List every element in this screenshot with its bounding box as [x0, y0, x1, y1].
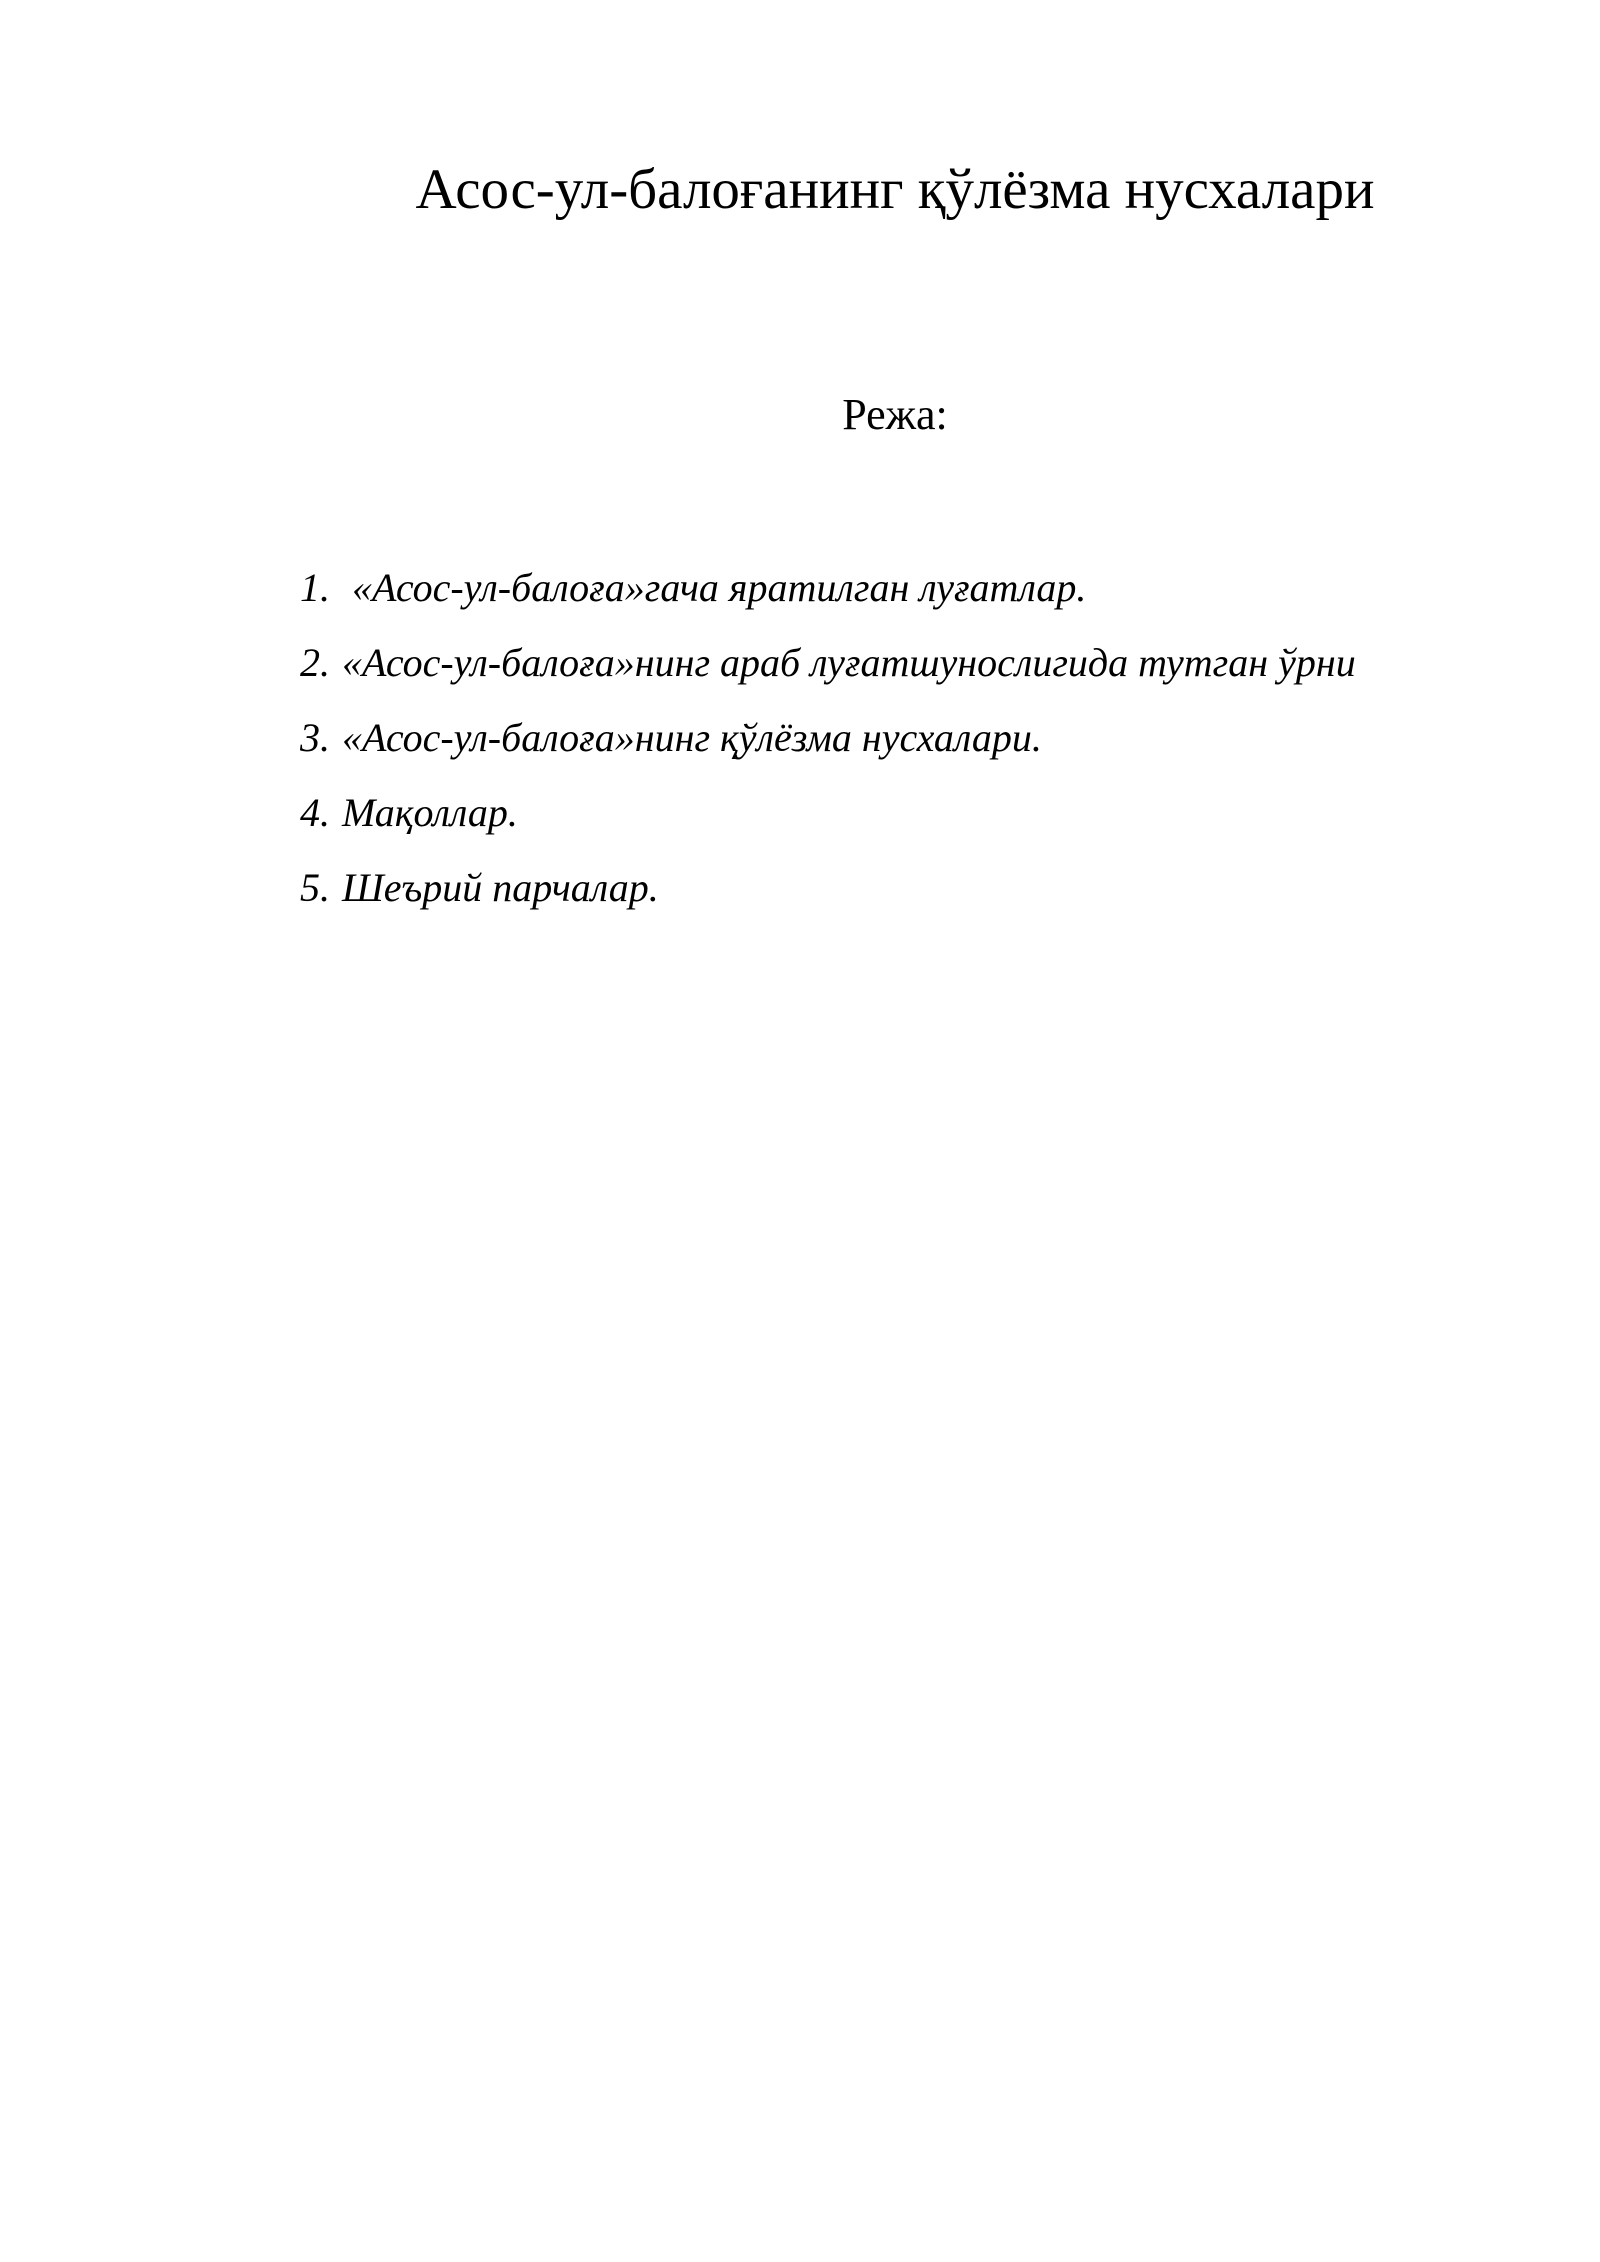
plan-item-number: 1. — [300, 565, 330, 610]
plan-item-text: Шеърий парчалар. — [342, 865, 659, 910]
plan-item — [300, 775, 1356, 850]
plan-item-number: 5. — [300, 865, 330, 910]
plan-heading: Режа: — [842, 390, 948, 439]
document-title: Асос-ул-балоғанинг қўлёзма нусхалари — [415, 158, 1375, 221]
plan-item-text: «Асос-ул-балоға»гача яратилган луғатлар. — [342, 565, 1087, 610]
plan-item-number: 4. — [300, 790, 330, 835]
plan-item-text: «Асос-ул-балоға»нинг қўлёзма нусхалари. — [342, 715, 1042, 760]
plan-item-text: Мақоллар. — [342, 790, 518, 835]
plan-item-number: 2. — [300, 640, 330, 685]
plan-item — [300, 700, 1356, 775]
plan-item — [300, 550, 1356, 625]
plan-item — [300, 625, 1356, 700]
plan-list — [300, 550, 1356, 925]
plan-item — [300, 850, 1356, 925]
plan-item-number: 3. — [300, 715, 330, 760]
plan-item-text: «Асос-ул-балоға»нинг араб луғатшунослигида тутган ўрни — [342, 640, 1356, 685]
